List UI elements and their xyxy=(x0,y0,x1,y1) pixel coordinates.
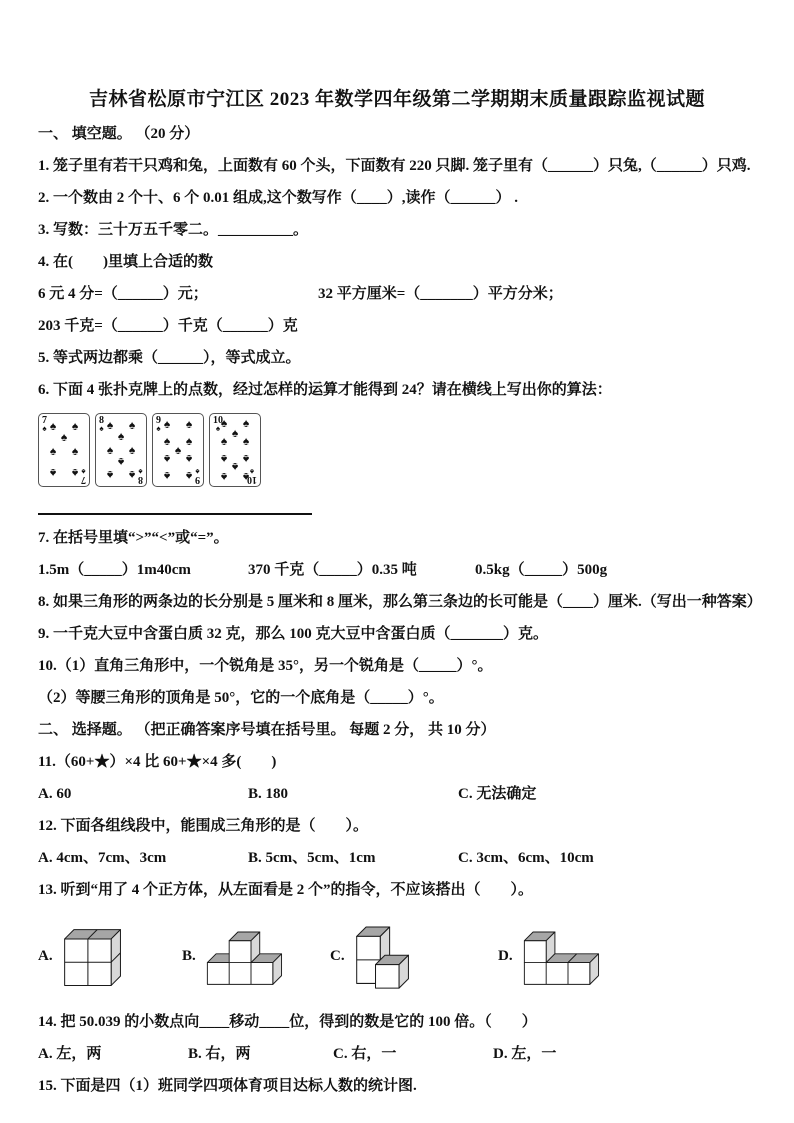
option-b: B. 5cm、5cm、1cm xyxy=(248,850,376,866)
option-a: A. 60 xyxy=(38,786,72,802)
cube-figure-a xyxy=(60,925,122,987)
spade-pip: ♠ xyxy=(49,443,57,458)
spade-pip: ♠ xyxy=(185,434,193,449)
card-rank: 8 xyxy=(138,474,143,485)
card-corner xyxy=(81,467,86,484)
question-4: 4. 在( )里填上合适的数 xyxy=(38,254,213,270)
spade-pip: ♠ xyxy=(231,425,239,440)
question-11-options xyxy=(38,785,756,804)
card-rank: 7 xyxy=(42,415,47,426)
spade-pip: ♠ xyxy=(163,434,171,449)
option-b: B. 180 xyxy=(248,786,289,802)
figure-label-d: D. xyxy=(498,947,513,964)
question-6: 6. 下面 4 张扑克牌上的点数，经过怎样的运算才能得到 24？请在横线上写出你的算法： xyxy=(38,382,612,398)
spade-pip: ♠ xyxy=(60,430,68,445)
option-c: C. 无法确定 xyxy=(458,786,537,802)
q7-compare-length: 1.5m（_____）1m40cm xyxy=(38,562,191,578)
spade-icon: ♠ xyxy=(156,424,161,433)
question-9: 9. 一千克大豆中含蛋白质 32 克，那么 100 克大豆中含蛋白质（_______）克。 xyxy=(38,626,549,642)
spade-pip: ♠ xyxy=(71,419,79,434)
spade-pip: ♠ xyxy=(242,469,250,484)
spade-pip: ♠ xyxy=(128,443,136,457)
question-1: 1. 笼子里有若干只鸡和兔，上面数有 60 个头，下面数有 220 只脚. 笼子里有（______）只兔,（______）只鸡. xyxy=(38,158,751,174)
question-4-row2: 203 千克=（______）千克（______）克 xyxy=(38,318,298,334)
cube-figure-option-a xyxy=(38,925,182,987)
spade-pip: ♠ xyxy=(106,417,114,432)
card-corner xyxy=(156,416,161,433)
q6-answer-line xyxy=(38,513,312,515)
playing-card-7-spades xyxy=(38,413,90,487)
question-13: 13. 听到“用了 4 个正方体，从左面看是 2 个”的指令，不应该搭出（ ）。 xyxy=(38,882,534,898)
section-1-heading: 一、 填空题。 （20 分） xyxy=(38,126,200,142)
playing-card-10-spades xyxy=(209,413,261,487)
cube-figure-c xyxy=(352,922,410,990)
cube-figure-option-d xyxy=(498,927,600,985)
spade-pip: ♠ xyxy=(220,434,228,449)
spade-pip: ♠ xyxy=(185,417,193,432)
spade-pip: ♠ xyxy=(242,451,250,466)
card-corner xyxy=(138,467,143,484)
cube-figure-b xyxy=(203,927,283,985)
question-2: 2. 一个数由 2 个十、6 个 0.01 组成,这个数写作（____）,读作（______） . xyxy=(38,190,519,206)
question-10-part2: （2）等腰三角形的顶角是 50°，它的一个底角是（_____）°。 xyxy=(38,690,444,706)
spade-pip: ♠ xyxy=(117,455,125,470)
figure-label-a: A. xyxy=(38,947,53,964)
spade-pip: ♠ xyxy=(220,416,228,431)
card-rank: 9 xyxy=(195,474,200,485)
spade-pip: ♠ xyxy=(242,416,250,431)
option-c: C. 3cm、6cm、10cm xyxy=(458,850,594,866)
option-a: A. 4cm、7cm、3cm xyxy=(38,850,167,866)
card-rank: 10 xyxy=(213,415,223,426)
spade-icon: ♠ xyxy=(138,467,143,476)
figure-label-c: C. xyxy=(330,947,345,964)
card-rank: 10 xyxy=(247,474,257,485)
spade-icon: ♠ xyxy=(195,467,200,476)
spade-pip: ♠ xyxy=(71,466,79,481)
cube-figure-d xyxy=(520,927,600,985)
card-rank: 7 xyxy=(81,474,86,485)
card-rank: 8 xyxy=(99,415,104,426)
spade-pip: ♠ xyxy=(49,419,57,434)
poker-cards-row xyxy=(38,413,756,489)
card-rank: 9 xyxy=(156,415,161,426)
card-corner xyxy=(247,467,257,484)
question-11: 11.（60+★）×4 比 60+★×4 多( ) xyxy=(38,754,277,770)
q7-compare-kg: 0.5kg（_____）500g xyxy=(475,562,608,578)
option-a: A. 左，两 xyxy=(38,1046,102,1062)
spade-pip: ♠ xyxy=(231,460,239,475)
question-14-options xyxy=(38,1045,756,1064)
spade-pip: ♠ xyxy=(242,434,250,449)
spade-pip: ♠ xyxy=(185,468,193,483)
spade-pip: ♠ xyxy=(220,451,228,466)
spade-pip: ♠ xyxy=(185,451,193,466)
spade-icon: ♠ xyxy=(249,467,255,476)
spade-icon: ♠ xyxy=(215,424,221,433)
page-title: 吉林省松原市宁江区 2023 年数学四年级第二学期期末质量跟踪监视试题 xyxy=(88,89,705,110)
spade-icon: ♠ xyxy=(99,424,104,433)
spade-pip: ♠ xyxy=(49,466,57,481)
question-12-options xyxy=(38,849,756,868)
card-corner xyxy=(99,416,104,433)
spade-pip: ♠ xyxy=(128,468,136,483)
spade-pip: ♠ xyxy=(163,451,171,466)
card-corner xyxy=(195,467,200,484)
cube-figure-option-b xyxy=(182,927,330,985)
question-7-row xyxy=(38,561,756,580)
question-7: 7. 在括号里填“>”“<”或“=”。 xyxy=(38,530,229,546)
spade-pip: ♠ xyxy=(106,468,114,483)
option-c: C. 右，一 xyxy=(333,1046,397,1062)
option-d: D. 左，一 xyxy=(493,1046,557,1062)
spade-icon: ♠ xyxy=(81,467,86,476)
spade-pip: ♠ xyxy=(71,443,79,458)
question-8: 8. 如果三角形的两条边的长分别是 5 厘米和 8 厘米，那么第三条边的长可能是（____）厘米.（写出一种答案） xyxy=(38,594,762,610)
spade-pip: ♠ xyxy=(163,417,171,432)
question-3: 3. 写数：三十万五千零二。__________。 xyxy=(38,222,309,238)
cube-figure-option-c xyxy=(330,922,498,990)
question-12: 12. 下面各组线段中，能围成三角形的是（ ）。 xyxy=(38,818,369,834)
option-b: B. 右，两 xyxy=(188,1046,251,1062)
spade-pip: ♠ xyxy=(163,468,171,483)
question-15: 15. 下面是四（1）班同学四项体育项目达标人数的统计图. xyxy=(38,1078,417,1094)
question-4-row1 xyxy=(38,285,756,304)
spade-pip: ♠ xyxy=(220,469,228,484)
playing-card-8-spades xyxy=(95,413,147,487)
question-14: 14. 把 50.039 的小数点向____移动____位，得到的数是它的 100 倍。（ ） xyxy=(38,1014,537,1030)
spade-pip: ♠ xyxy=(117,429,125,444)
section-2-heading: 二、 选择题。 （把正确答案序号填在括号里。 每题 2 分， 共 10 分） xyxy=(38,722,496,738)
question-13-figures xyxy=(38,913,756,999)
spade-pip: ♠ xyxy=(128,417,136,432)
figure-label-b: B. xyxy=(182,947,196,964)
spade-icon: ♠ xyxy=(42,424,47,433)
question-10-part1: 10.（1）直角三角形中，一个锐角是 35°，另一个锐角是（_____）°。 xyxy=(38,658,493,674)
spade-pip: ♠ xyxy=(174,443,182,457)
question-5: 5. 等式两边都乘（______），等式成立。 xyxy=(38,350,301,366)
playing-card-9-spades xyxy=(152,413,204,487)
q4-conversion-area: 32 平方厘米=（_______）平方分米； xyxy=(318,286,563,302)
spade-pip: ♠ xyxy=(106,443,114,457)
q4-conversion-yuan: 6 元 4 分=（______）元； xyxy=(38,286,208,302)
q7-compare-mass: 370 千克（_____）0.35 吨 xyxy=(248,562,417,578)
card-corner xyxy=(42,416,47,433)
